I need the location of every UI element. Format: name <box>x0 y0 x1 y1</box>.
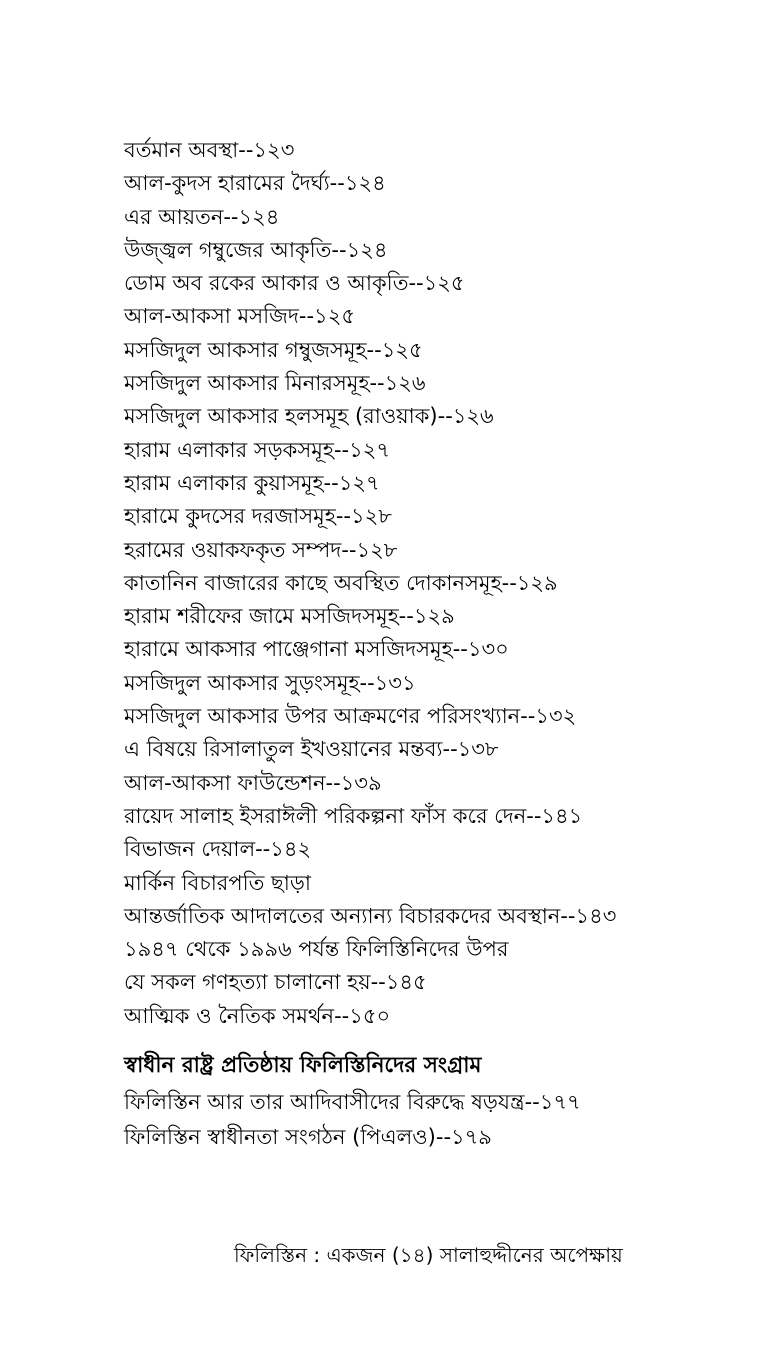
toc-entry: ফিলিস্তিন আর তার আদিবাসীদের বিরুদ্ধে ষড়যন্ত্র--১৭৭ <box>124 1090 581 1115</box>
toc-entry: আল-আকসা মসজিদ--১২৫ <box>124 304 355 329</box>
toc-entry: এ বিষয়ে রিসালাতুল ইখওয়ানের মন্তব্য--১৩৮ <box>124 737 499 762</box>
toc-entry: রায়েদ সালাহ ইসরাঈলী পরিকল্পনা ফাঁস করে দেন--১৪১ <box>124 803 583 828</box>
toc-entry: ১৯৪৭ থেকে ১৯৯৬ পর্যন্ত ফিলিস্তিনিদের উপর <box>124 937 509 962</box>
toc-entry: মসজিদুল আকসার গম্বুজসমূহ--১২৫ <box>124 337 423 362</box>
toc-entry: হারাম শরীফের জামে মসজিদসমূহ--১২৯ <box>124 604 455 629</box>
toc-entry: মসজিদুল আকসার হলসমূহ (রাওয়াক)--১২৬ <box>124 404 494 429</box>
toc-section <box>124 1047 754 1155</box>
toc-entry: বর্তমান অবস্থা--১২৩ <box>124 138 295 162</box>
toc-entry: আন্তর্জাতিক আদালতের অন্যান্য বিচারকদের অবস্থান--১৪৩ <box>124 903 617 928</box>
toc-entry: আল-কুদস হারামের দৈর্ঘ্য--১২৪ <box>124 171 386 196</box>
toc-entry: কাতানিন বাজারের কাছে অবস্থিত দোকানসমূহ--১২৯ <box>124 570 558 595</box>
toc-entry: মসজিদুল আকসার সুড়ংসমূহ--১৩১ <box>124 670 416 695</box>
toc-entry: হারাম এলাকার সড়কসমূহ--১২৭ <box>124 437 391 462</box>
toc-entry: মার্কিন বিচারপতি ছাড়া <box>124 870 311 895</box>
page-footer: ফিলিস্তিন : একজন (১৪) সালাহুদ্দীনের অপেক্ষায় <box>234 1243 623 1267</box>
toc-entry: এর আয়তন--১২৪ <box>124 204 280 229</box>
toc-entry: আল-আকসা ফাউন্ডেশন--১৩৯ <box>124 770 382 795</box>
toc-entry: আত্মিক ও নৈতিক সমর্থন--১৫০ <box>124 1003 391 1028</box>
toc-entry: উজ্জ্বল গম্বুজের আকৃতি--১২৪ <box>124 237 388 262</box>
toc-entry: মসজিদুল আকসার উপর আক্রমণের পরিসংখ্যান--১৩২ <box>124 704 577 729</box>
toc-entry: ডোম অব রকের আকার ও আকৃতি--১২৫ <box>124 271 465 296</box>
toc-entry: ফিলিস্তিন স্বাধীনতা সংগঠন (পিএলও)--১৭৯ <box>124 1125 492 1150</box>
toc-entry: মসজিদুল আকসার মিনারসমূহ--১২৬ <box>124 371 426 396</box>
toc-entry: হারামে আকসার পাঞ্জেগানা মসজিদসমূহ--১৩০ <box>124 637 509 662</box>
toc-entry: বিভাজন দেয়াল--১৪২ <box>124 837 312 862</box>
table-of-contents <box>124 134 754 1155</box>
toc-entry: যে সকল গণহত্যা চালানো হয়--১৪৫ <box>124 970 427 995</box>
toc-entry: হারাম এলাকার কুয়াসমূহ--১২৭ <box>124 470 380 495</box>
toc-entry: হরামের ওয়াকফকৃত সম্পদ--১২৮ <box>124 537 398 562</box>
section-heading: স্বাধীন রাষ্ট্র প্রতিষ্ঠায় ফিলিস্তিনিদের সংগ্রাম <box>124 1053 482 1079</box>
toc-entry: হারামে কুদসের দরজাসমূহ--১২৮ <box>124 504 392 529</box>
